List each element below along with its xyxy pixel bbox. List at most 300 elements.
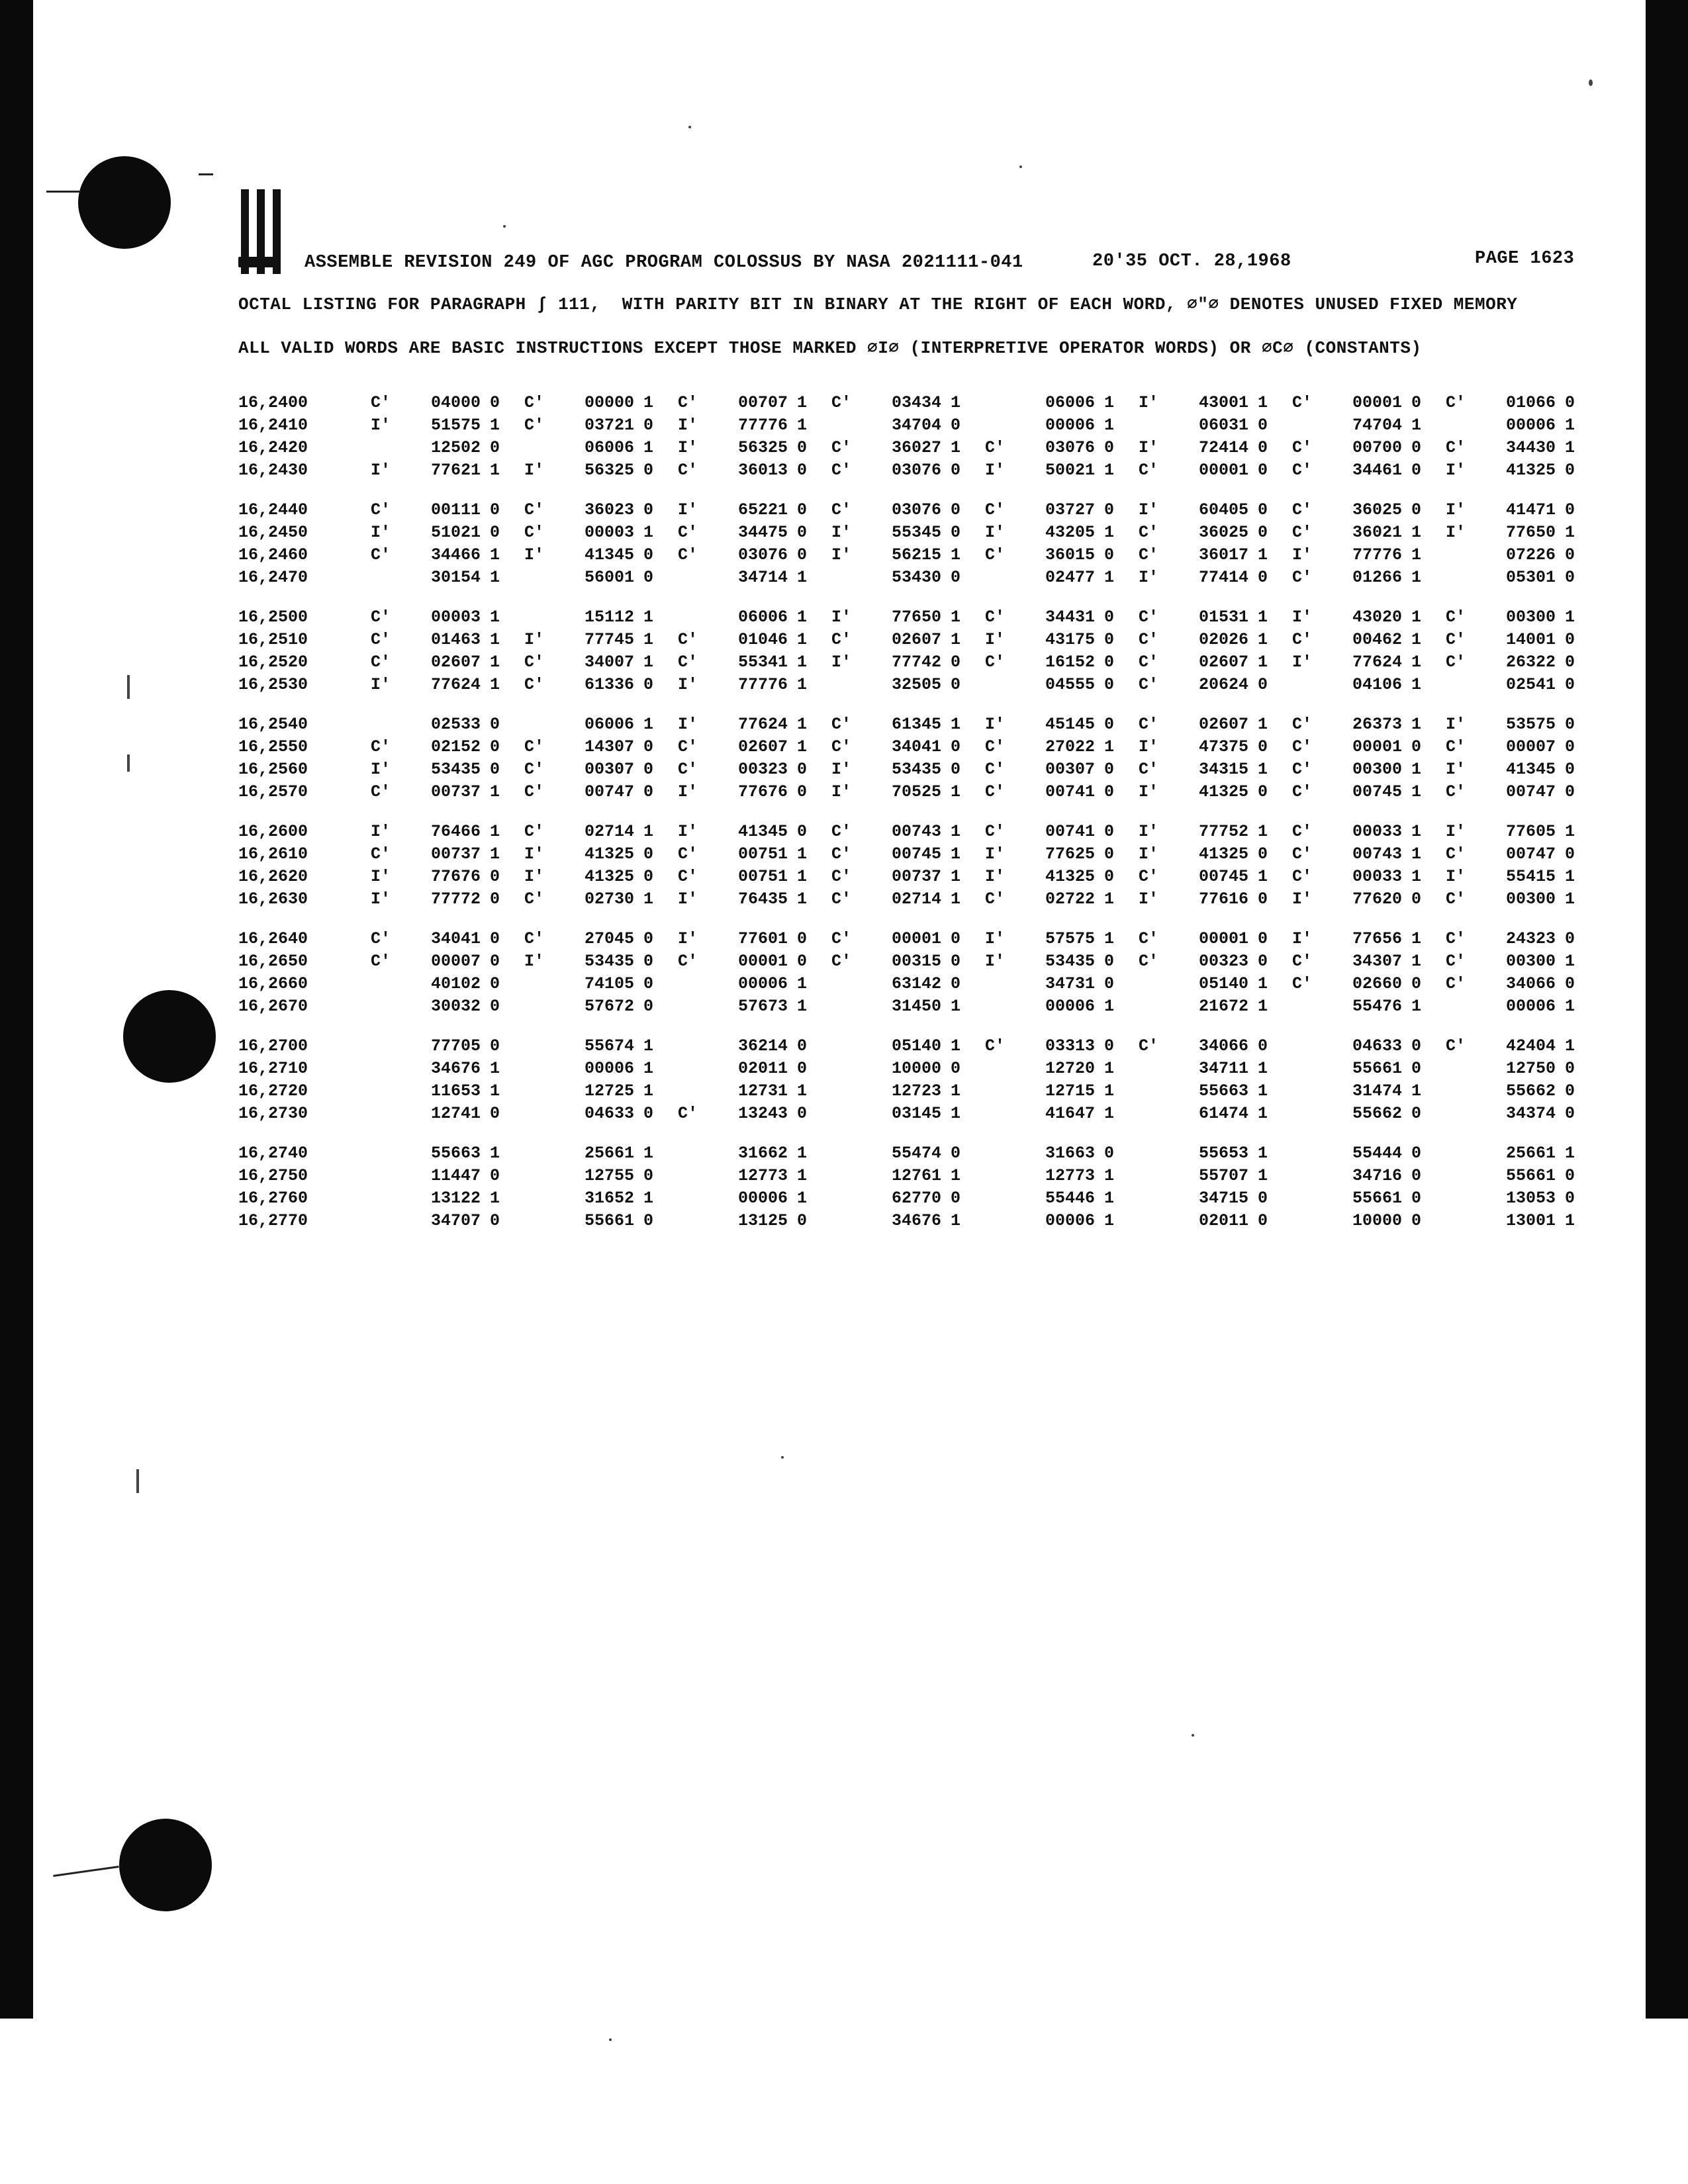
parity-bit: 1 <box>797 675 808 694</box>
parity-bit: 1 <box>1565 1211 1575 1230</box>
word-marker: C' <box>678 760 698 779</box>
word-marker: C' <box>1292 822 1313 841</box>
parity-bit: 0 <box>490 523 500 542</box>
word-marker: I' <box>1446 760 1466 779</box>
address-label: 16,2400 <box>238 393 308 412</box>
word-marker: C' <box>1446 782 1466 801</box>
word-marker: I' <box>985 715 1006 734</box>
word-marker: C' <box>1446 952 1466 971</box>
parity-bit: 0 <box>1411 1189 1422 1208</box>
listing-row <box>238 974 1589 997</box>
word-marker: I' <box>1292 929 1313 948</box>
parity-bit: 1 <box>797 844 808 864</box>
word-marker: C' <box>678 630 698 649</box>
octal-value: 77772 <box>430 889 481 909</box>
parity-bit: 0 <box>490 737 500 756</box>
word-marker: C' <box>1139 952 1159 971</box>
octal-value: 27045 <box>584 929 634 948</box>
parity-bit: 1 <box>490 1189 500 1208</box>
octal-value: 00001 <box>737 952 788 971</box>
parity-bit: 1 <box>1411 929 1422 948</box>
parity-bit: 0 <box>951 952 961 971</box>
parity-bit: 0 <box>1104 822 1115 841</box>
address-label: 16,2570 <box>238 782 308 801</box>
parity-bit: 1 <box>490 653 500 672</box>
word-marker: C' <box>1292 438 1313 457</box>
word-marker: C' <box>371 737 391 756</box>
parity-bit: 0 <box>1411 1144 1422 1163</box>
word-marker: C' <box>371 782 391 801</box>
octal-value: 05140 <box>1198 974 1248 993</box>
parity-bit: 0 <box>1565 1081 1575 1101</box>
word-marker: C' <box>678 952 698 971</box>
parity-bit: 1 <box>643 822 654 841</box>
listing-row <box>238 1036 1589 1059</box>
word-marker: I' <box>985 523 1006 542</box>
word-marker: C' <box>985 737 1006 756</box>
word-marker: C' <box>1292 867 1313 886</box>
octal-value: 45145 <box>1045 715 1095 734</box>
listing-row <box>238 438 1589 461</box>
octal-value: 30032 <box>430 997 481 1016</box>
word-marker: C' <box>1446 630 1466 649</box>
parity-bit: 1 <box>1258 1144 1268 1163</box>
word-marker: C' <box>524 500 545 520</box>
word-marker: C' <box>371 393 391 412</box>
parity-bit: 0 <box>951 737 961 756</box>
listing-row <box>238 416 1589 438</box>
octal-value: 12715 <box>1045 1081 1095 1101</box>
parity-bit: 1 <box>951 997 961 1016</box>
word-marker: I' <box>1446 461 1466 480</box>
address-label: 16,2760 <box>238 1189 308 1208</box>
parity-bit: 0 <box>797 822 808 841</box>
parity-bit: 0 <box>1565 1104 1575 1123</box>
octal-value: 34676 <box>430 1059 481 1078</box>
word-marker: C' <box>1139 929 1159 948</box>
octal-value: 11447 <box>430 1166 481 1185</box>
octal-value: 12773 <box>1045 1166 1095 1185</box>
octal-value: 41471 <box>1505 500 1556 520</box>
parity-bit: 1 <box>643 393 654 412</box>
parity-bit: 0 <box>951 929 961 948</box>
address-label: 16,2440 <box>238 500 308 520</box>
octal-value: 07226 <box>1505 545 1556 565</box>
parity-bit: 0 <box>490 952 500 971</box>
parity-bit: 0 <box>490 393 500 412</box>
octal-value: 00747 <box>584 782 634 801</box>
octal-value: 55341 <box>737 653 788 672</box>
word-marker: C' <box>831 844 852 864</box>
address-label: 16,2520 <box>238 653 308 672</box>
parity-bit: 0 <box>797 782 808 801</box>
octal-value: 77650 <box>1505 523 1556 542</box>
octal-value: 12741 <box>430 1104 481 1123</box>
word-marker: C' <box>524 782 545 801</box>
listing-row <box>238 889 1589 912</box>
octal-value: 51575 <box>430 416 481 435</box>
parity-bit: 1 <box>1258 1059 1268 1078</box>
octal-value: 56325 <box>737 438 788 457</box>
parity-bit: 0 <box>1411 1104 1422 1123</box>
octal-value: 00707 <box>737 393 788 412</box>
word-marker: I' <box>678 822 698 841</box>
parity-bit: 0 <box>1104 608 1115 627</box>
word-marker: I' <box>1139 438 1159 457</box>
word-marker: C' <box>1446 889 1466 909</box>
octal-value: 02607 <box>891 630 941 649</box>
octal-value: 57672 <box>584 997 634 1016</box>
octal-value: 34711 <box>1198 1059 1248 1078</box>
parity-bit: 0 <box>1258 438 1268 457</box>
parity-bit: 1 <box>643 715 654 734</box>
parity-bit: 0 <box>1258 1036 1268 1056</box>
address-label: 16,2640 <box>238 929 308 948</box>
octal-value: 55662 <box>1352 1104 1402 1123</box>
parity-bit: 1 <box>1104 1189 1115 1208</box>
word-marker: I' <box>831 523 852 542</box>
parity-bit: 1 <box>643 889 654 909</box>
octal-value: 55663 <box>430 1144 481 1163</box>
octal-value: 00003 <box>584 523 634 542</box>
word-marker: C' <box>1139 523 1159 542</box>
parity-bit: 1 <box>797 737 808 756</box>
parity-bit: 1 <box>1411 997 1422 1016</box>
parity-bit: 1 <box>1104 568 1115 587</box>
octal-value: 00006 <box>737 1189 788 1208</box>
word-marker: I' <box>678 929 698 948</box>
octal-value: 00307 <box>584 760 634 779</box>
parity-bit: 0 <box>1565 715 1575 734</box>
octal-value: 13053 <box>1505 1189 1556 1208</box>
octal-value: 26373 <box>1352 715 1402 734</box>
octal-value: 77650 <box>891 608 941 627</box>
listing-row <box>238 545 1589 568</box>
octal-value: 10000 <box>891 1059 941 1078</box>
parity-bit: 1 <box>1258 715 1268 734</box>
octal-listing-table <box>238 393 1589 1251</box>
parity-bit: 0 <box>951 760 961 779</box>
listing-row <box>238 1104 1589 1126</box>
parity-bit: 1 <box>951 608 961 627</box>
parity-bit: 0 <box>951 500 961 520</box>
word-marker: I' <box>831 545 852 565</box>
word-marker: C' <box>831 929 852 948</box>
octal-value: 02541 <box>1505 675 1556 694</box>
octal-value: 00007 <box>430 952 481 971</box>
octal-value: 02152 <box>430 737 481 756</box>
listing-row <box>238 568 1589 590</box>
scan-speck <box>503 225 506 228</box>
octal-value: 00033 <box>1352 867 1402 886</box>
word-marker: C' <box>524 929 545 948</box>
octal-value: 04633 <box>1352 1036 1402 1056</box>
word-marker: C' <box>371 500 391 520</box>
parity-bit: 0 <box>1104 500 1115 520</box>
parity-bit: 1 <box>1258 760 1268 779</box>
parity-bit: 1 <box>1565 523 1575 542</box>
parity-bit: 0 <box>490 929 500 948</box>
octal-value: 34007 <box>584 653 634 672</box>
word-marker: C' <box>831 822 852 841</box>
listing-block <box>238 393 1589 483</box>
octal-value: 13122 <box>430 1189 481 1208</box>
octal-value: 00111 <box>430 500 481 520</box>
listing-block <box>238 500 1589 590</box>
word-marker: C' <box>985 1036 1006 1056</box>
parity-bit: 0 <box>797 1036 808 1056</box>
parity-bit: 0 <box>951 461 961 480</box>
word-marker: I' <box>985 952 1006 971</box>
octal-value: 34066 <box>1505 974 1556 993</box>
octal-value: 03727 <box>1045 500 1095 520</box>
parity-bit: 0 <box>797 929 808 948</box>
parity-bit: 1 <box>490 822 500 841</box>
parity-bit: 0 <box>643 675 654 694</box>
parity-bit: 1 <box>490 568 500 587</box>
parity-bit: 0 <box>643 568 654 587</box>
parity-bit: 0 <box>643 500 654 520</box>
word-marker: C' <box>524 822 545 841</box>
parity-bit: 0 <box>797 545 808 565</box>
scan-mark <box>46 191 81 193</box>
octal-value: 41325 <box>1198 844 1248 864</box>
parity-bit: 1 <box>951 1104 961 1123</box>
parity-bit: 1 <box>797 974 808 993</box>
octal-value: 41647 <box>1045 1104 1095 1123</box>
word-marker: C' <box>1446 974 1466 993</box>
parity-bit: 1 <box>1258 1166 1268 1185</box>
listing-row <box>238 653 1589 675</box>
octal-value: 34707 <box>430 1211 481 1230</box>
octal-value: 36027 <box>891 438 941 457</box>
octal-value: 53435 <box>891 760 941 779</box>
octal-value: 00001 <box>1352 393 1402 412</box>
word-marker: C' <box>985 822 1006 841</box>
octal-value: 77624 <box>737 715 788 734</box>
octal-value: 02730 <box>584 889 634 909</box>
octal-value: 62770 <box>891 1189 941 1208</box>
parity-bit: 1 <box>1258 545 1268 565</box>
octal-value: 55415 <box>1505 867 1556 886</box>
octal-value: 24323 <box>1505 929 1556 948</box>
octal-value: 77745 <box>584 630 634 649</box>
octal-value: 61345 <box>891 715 941 734</box>
word-marker: I' <box>1139 500 1159 520</box>
parity-bit: 1 <box>1411 653 1422 672</box>
parity-bit: 0 <box>643 867 654 886</box>
parity-bit: 1 <box>1411 952 1422 971</box>
address-label: 16,2540 <box>238 715 308 734</box>
word-marker: I' <box>1139 782 1159 801</box>
listing-block <box>238 608 1589 698</box>
octal-value: 00700 <box>1352 438 1402 457</box>
octal-value: 34714 <box>737 568 788 587</box>
parity-bit: 0 <box>1565 545 1575 565</box>
parity-bit: 1 <box>1411 568 1422 587</box>
parity-bit: 0 <box>951 653 961 672</box>
word-marker: C' <box>1446 653 1466 672</box>
octal-value: 15112 <box>584 608 634 627</box>
octal-value: 57575 <box>1045 929 1095 948</box>
octal-value: 77601 <box>737 929 788 948</box>
parity-bit: 0 <box>951 568 961 587</box>
listing-row <box>238 737 1589 760</box>
word-marker: C' <box>371 630 391 649</box>
parity-bit: 1 <box>797 608 808 627</box>
word-marker: C' <box>1139 675 1159 694</box>
punch-hole-bottom <box>119 1819 212 1911</box>
address-label: 16,2410 <box>238 416 308 435</box>
parity-bit: 0 <box>1258 844 1268 864</box>
octal-value: 02011 <box>737 1059 788 1078</box>
parity-bit: 1 <box>1104 523 1115 542</box>
parity-bit: 0 <box>1104 653 1115 672</box>
word-marker: I' <box>1139 822 1159 841</box>
octal-value: 65221 <box>737 500 788 520</box>
octal-value: 02607 <box>1198 715 1248 734</box>
parity-bit: 1 <box>797 568 808 587</box>
listing-row <box>238 1166 1589 1189</box>
octal-value: 43175 <box>1045 630 1095 649</box>
octal-value: 26322 <box>1505 653 1556 672</box>
parity-bit: 1 <box>1104 416 1115 435</box>
parity-bit: 0 <box>643 844 654 864</box>
octal-value: 60405 <box>1198 500 1248 520</box>
logo-base-icon <box>238 257 278 267</box>
word-marker: I' <box>524 844 545 864</box>
word-marker: C' <box>678 545 698 565</box>
octal-value: 01531 <box>1198 608 1248 627</box>
listing-row <box>238 1144 1589 1166</box>
parity-bit: 0 <box>797 1104 808 1123</box>
address-label: 16,2630 <box>238 889 308 909</box>
octal-value: 34430 <box>1505 438 1556 457</box>
word-marker: C' <box>371 545 391 565</box>
parity-bit: 1 <box>1258 608 1268 627</box>
parity-bit: 1 <box>1565 889 1575 909</box>
octal-value: 34731 <box>1045 974 1095 993</box>
word-marker: C' <box>1139 760 1159 779</box>
parity-bit: 1 <box>1565 822 1575 841</box>
parity-bit: 0 <box>797 952 808 971</box>
octal-value: 02011 <box>1198 1211 1248 1230</box>
octal-value: 34066 <box>1198 1036 1248 1056</box>
octal-value: 76435 <box>737 889 788 909</box>
octal-value: 53430 <box>891 568 941 587</box>
parity-bit: 0 <box>1258 416 1268 435</box>
word-marker: I' <box>371 416 391 435</box>
octal-value: 14307 <box>584 737 634 756</box>
octal-value: 77625 <box>1045 844 1095 864</box>
octal-value: 55661 <box>584 1211 634 1230</box>
octal-value: 57673 <box>737 997 788 1016</box>
word-marker: C' <box>1446 737 1466 756</box>
parity-bit: 1 <box>1411 416 1422 435</box>
parity-bit: 1 <box>1258 653 1268 672</box>
parity-bit: 0 <box>1104 438 1115 457</box>
word-marker: I' <box>678 675 698 694</box>
parity-bit: 1 <box>797 889 808 909</box>
parity-bit: 1 <box>797 1166 808 1185</box>
octal-value: 00006 <box>1505 416 1556 435</box>
parity-bit: 1 <box>1411 608 1422 627</box>
word-marker: C' <box>1292 974 1313 993</box>
scan-edge-right <box>1646 0 1688 2019</box>
parity-bit: 1 <box>797 1189 808 1208</box>
parity-bit: 1 <box>1104 1166 1115 1185</box>
octal-value: 63142 <box>891 974 941 993</box>
octal-value: 34716 <box>1352 1166 1402 1185</box>
word-marker: C' <box>524 523 545 542</box>
octal-value: 00307 <box>1045 760 1095 779</box>
word-marker: I' <box>678 715 698 734</box>
parity-bit: 1 <box>1258 822 1268 841</box>
address-label: 16,2770 <box>238 1211 308 1230</box>
octal-value: 00737 <box>430 844 481 864</box>
octal-value: 02722 <box>1045 889 1095 909</box>
parity-bit: 0 <box>643 782 654 801</box>
octal-value: 53435 <box>430 760 481 779</box>
listing-title: ASSEMBLE REVISION 249 OF AGC PROGRAM COLOSSUS BY NASA 2021111-041 <box>305 253 1023 273</box>
word-marker: I' <box>1139 568 1159 587</box>
octal-value: 55663 <box>1198 1081 1248 1101</box>
octal-value: 00006 <box>1045 997 1095 1016</box>
parity-bit: 0 <box>951 1189 961 1208</box>
octal-value: 55707 <box>1198 1166 1248 1185</box>
address-label: 16,2550 <box>238 737 308 756</box>
octal-value: 77776 <box>1352 545 1402 565</box>
parity-bit: 1 <box>1104 1059 1115 1078</box>
parity-bit: 1 <box>643 523 654 542</box>
parity-bit: 1 <box>1565 438 1575 457</box>
octal-value: 00751 <box>737 867 788 886</box>
octal-value: 41325 <box>1505 461 1556 480</box>
octal-value: 02607 <box>737 737 788 756</box>
listing-block <box>238 822 1589 912</box>
word-marker: C' <box>524 653 545 672</box>
word-marker: C' <box>371 844 391 864</box>
parity-bit: 0 <box>951 974 961 993</box>
parity-bit: 0 <box>643 1104 654 1123</box>
parity-bit: 1 <box>1411 675 1422 694</box>
address-label: 16,2470 <box>238 568 308 587</box>
parity-bit: 1 <box>1104 393 1115 412</box>
parity-bit: 0 <box>1411 974 1422 993</box>
parity-bit: 0 <box>1411 438 1422 457</box>
parity-bit: 1 <box>951 822 961 841</box>
parity-bit: 1 <box>490 675 500 694</box>
octal-value: 41325 <box>1198 782 1248 801</box>
parity-bit: 0 <box>490 1104 500 1123</box>
listing-row <box>238 1211 1589 1234</box>
octal-value: 00000 <box>584 393 634 412</box>
octal-value: 55446 <box>1045 1189 1095 1208</box>
word-marker: C' <box>1139 715 1159 734</box>
parity-bit: 0 <box>490 715 500 734</box>
parity-bit: 0 <box>1104 952 1115 971</box>
octal-value: 00006 <box>584 1059 634 1078</box>
octal-value: 00747 <box>1505 782 1556 801</box>
octal-value: 12502 <box>430 438 481 457</box>
parity-bit: 1 <box>1565 1144 1575 1163</box>
octal-value: 30154 <box>430 568 481 587</box>
parity-bit: 0 <box>1565 1059 1575 1078</box>
octal-value: 00007 <box>1505 737 1556 756</box>
parity-bit: 1 <box>1565 608 1575 627</box>
word-marker: I' <box>1446 500 1466 520</box>
octal-value: 55674 <box>584 1036 634 1056</box>
